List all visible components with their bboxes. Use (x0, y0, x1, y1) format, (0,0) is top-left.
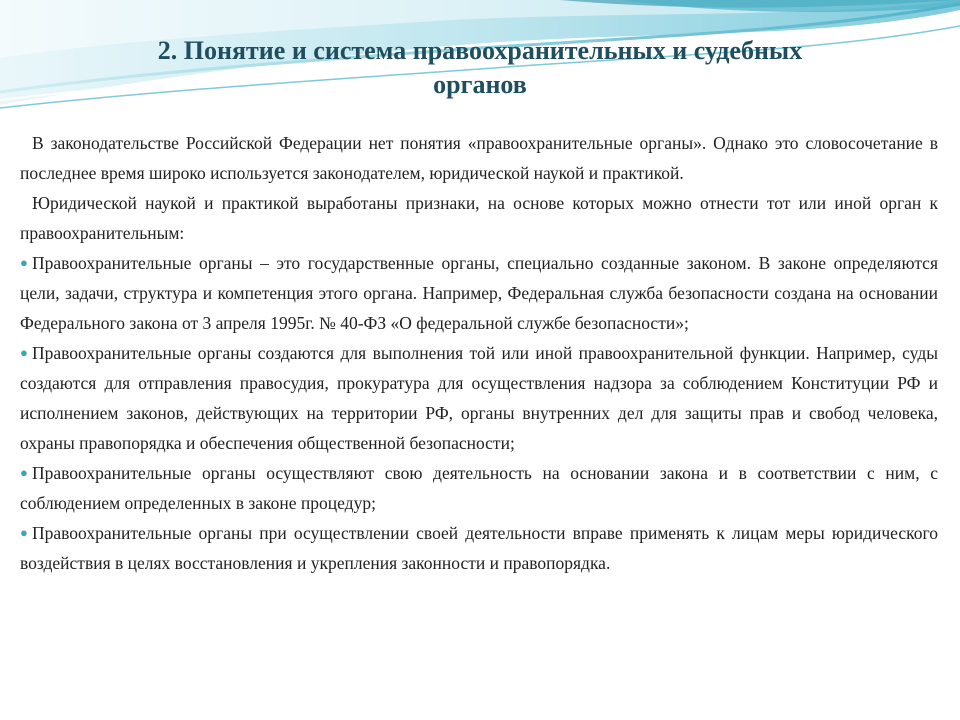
slide-title-line-2: органов (433, 70, 527, 99)
intro-paragraph-1: В законодательстве Российской Федерации нет понятия «правоохранительные органы». Однако это словосочетание в последнее время широко используется законодателем, юридической наукой и практикой. (20, 133, 938, 183)
slide-title (60, 34, 900, 102)
bullet-dot-icon: ● (20, 255, 28, 270)
list-item (20, 338, 938, 458)
list-item (20, 518, 938, 578)
list-item-text: Правоохранительные органы осуществляют свою деятельность на основании закона и в соответствии с ним, с соблюдением определенных в законе процедур; (20, 463, 938, 513)
bullet-dot-icon: ● (20, 345, 28, 360)
bullet-dot-icon: ● (20, 525, 28, 540)
list-item-text: Правоохранительные органы при осуществлении своей деятельности вправе применять к лицам меры юридического воздействия в целях восстановления и укрепления законности и правопорядка. (20, 523, 938, 573)
list-item (20, 458, 938, 518)
slide-title-line-1: 2. Понятие и система правоохранительных и судебных (157, 36, 803, 65)
list-item-text: Правоохранительные органы создаются для выполнения той или иной правоохранительной функции. Например, суды создаются для отправления правосудия, прокуратура для осуществления надзора за соблюдением Конституции РФ и исполнением законов, действующих на территории РФ, органы внутренних дел для защиты прав и свобод человека, охраны правопорядка и обеспечения общественной безопасности; (20, 343, 938, 453)
list-item-text: Правоохранительные органы – это государственные органы, специально созданные законом. В законе определяются цели, задачи, структура и компетенция этого органа. Например, Федеральная служба безопасности создана на основании Федерального закона от 3 апреля 1995г. № 40-ФЗ «О федеральной службе безопасности»; (20, 253, 938, 333)
intro-paragraph-2: Юридической наукой и практикой выработаны признаки, на основе которых можно отнести тот или иной орган к правоохранительным: (20, 193, 938, 243)
bullet-dot-icon: ● (20, 465, 28, 480)
slide-body (20, 128, 938, 578)
list-item (20, 248, 938, 338)
